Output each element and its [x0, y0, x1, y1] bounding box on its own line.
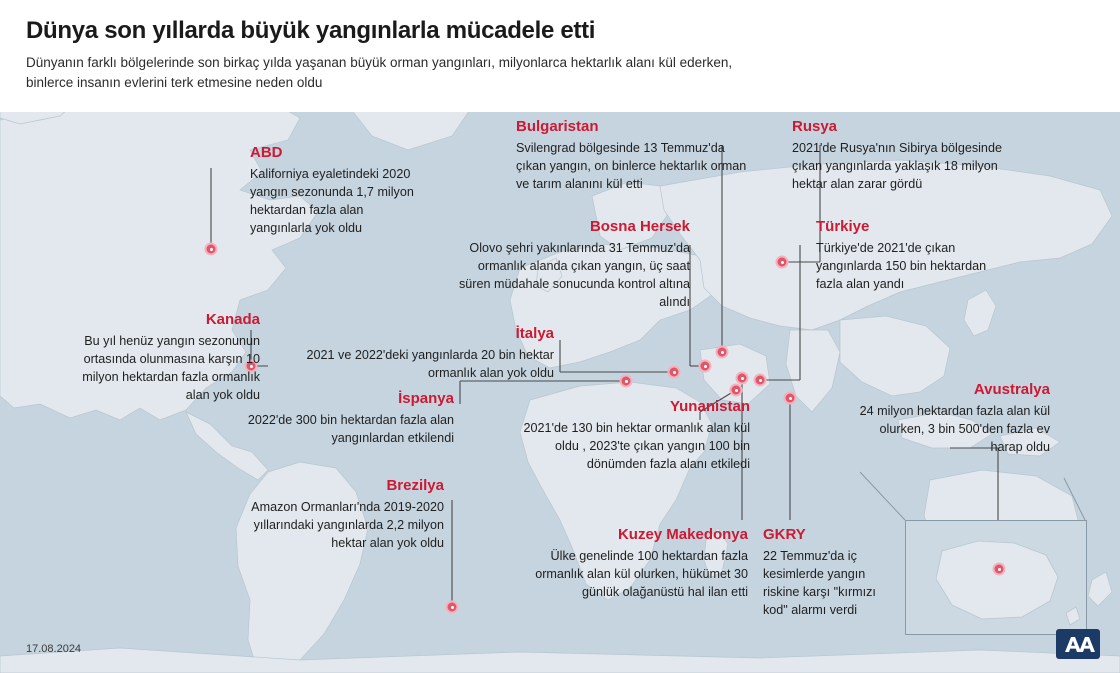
marker-avustralya[interactable]	[993, 563, 1006, 576]
annotation-title-brezilya: Brezilya	[386, 477, 444, 494]
header	[0, 0, 1120, 93]
annotation-yunanistan	[512, 398, 750, 474]
marker-yunanistan[interactable]	[730, 384, 743, 397]
australia-inset-svg	[906, 521, 1086, 634]
annotation-body-rusya: 2021'de Rusya'nın Sibirya bölgesinde çıkan yangınlarda yaklaşık 18 milyon hektar alan zarar gördü	[792, 141, 1002, 191]
annotation-body-abd: Kaliforniya eyaletindeki 2020 yangın sezonunda 1,7 milyon hektardan fazla alan yangınlarla yok oldu	[250, 167, 414, 235]
marker-italya[interactable]	[668, 366, 681, 379]
annotation-title-yunanistan: Yunanistan	[669, 398, 750, 415]
annotation-body-italya: 2021 ve 2022'deki yangınlarda 20 bin hektar ormanlık alan yok oldu	[306, 348, 554, 381]
page-title: Dünya son yıllarda büyük yangınlarla mücadele etti	[26, 17, 596, 44]
annotation-brezilya	[222, 477, 444, 553]
annotation-turkiye	[816, 218, 1012, 294]
marker-gkry[interactable]	[784, 392, 797, 405]
marker-bosna-hersek[interactable]	[699, 360, 712, 373]
annotation-bosna-hersek	[458, 218, 690, 312]
annotation-title-kuzey-makedonya: Kuzey Makedonya	[617, 526, 748, 543]
annotation-body-gkry: 22 Temmuz'da iç kesimlerde yangın riskine karşı "kırmızı kod" alarmı verdi	[763, 549, 876, 617]
annotation-title-abd: ABD	[250, 144, 283, 161]
annotation-title-bulgaristan: Bulgaristan	[516, 118, 599, 135]
annotation-ispanya	[240, 390, 454, 448]
annotation-body-yunanistan: 2021'de 130 bin hektar ormanlık alan kül oldu , 2023'te çıkan yangın 100 bin dönümden fazla alanı etkiledi	[523, 421, 750, 471]
annotation-kuzey-makedonya	[500, 526, 748, 602]
annotation-title-kanada: Kanada	[205, 311, 260, 328]
annotation-title-ispanya: İspanya	[398, 390, 454, 407]
annotation-title-rusya: Rusya	[792, 118, 838, 135]
australia-inset-map	[905, 520, 1087, 635]
marker-kuzey-makedonya[interactable]	[736, 372, 749, 385]
annotation-title-gkry: GKRY	[763, 526, 806, 543]
annotation-title-avustralya: Avustralya	[973, 381, 1050, 398]
annotation-rusya	[792, 118, 1018, 194]
annotation-body-turkiye: Türkiye'de 2021'de çıkan yangınlarda 150 bin hektardan fazla alan yandı	[816, 241, 987, 291]
annotation-bulgaristan	[516, 118, 754, 194]
annotation-body-bosna-hersek: Olovo şehri yakınlarında 31 Temmuz'da ormanlık alanda çıkan yangın, üç saat süren müdahale sonucunda kontrol altına alındı	[458, 241, 690, 309]
page-subtitle: Dünyanın farklı bölgelerinde son birkaç yılda yaşanan büyük orman yangınları, milyonlarca hektarlık alanı kül ederken, binlerce insanın evlerini terk etmesine neden oldu	[26, 55, 733, 90]
annotation-title-italya: İtalya	[515, 325, 554, 342]
annotation-body-kuzey-makedonya: Ülke genelinde 100 hektardan fazla ormanlık alan kül olurken, hükümet 30 günlük olağanüstü hal ilan etti	[535, 549, 748, 599]
annotation-body-avustralya: 24 milyon hektardan fazla alan kül olurken, 3 bin 500'den fazla ev harap oldu	[859, 404, 1050, 454]
marker-bulgaristan[interactable]	[716, 346, 729, 359]
annotation-body-ispanya: 2022'de 300 bin hektardan fazla alan yangınlardan etkilendi	[247, 413, 454, 446]
marker-turkiye[interactable]	[754, 374, 767, 387]
aa-logo-icon	[1056, 629, 1100, 659]
annotation-title-bosna-hersek: Bosna Hersek	[589, 218, 690, 235]
annotation-title-turkiye: Türkiye	[816, 218, 870, 235]
marker-rusya[interactable]	[776, 256, 789, 269]
annotation-kanada	[80, 311, 260, 405]
annotation-abd	[250, 144, 425, 238]
annotation-body-brezilya: Amazon Ormanları'nda 2019-2020 yıllarındaki yangınlarda 2,2 milyon hektar alan yok oldu	[251, 500, 444, 550]
annotation-avustralya	[856, 381, 1050, 457]
annotation-body-kanada: Bu yıl henüz yangın sezonunun ortasında olunmasına karşın 10 milyon hektardan fazla ormanlık alan yok oldu	[82, 334, 260, 402]
marker-ispanya[interactable]	[620, 375, 633, 388]
annotation-body-bulgaristan: Svilengrad bölgesinde 13 Temmuz'da çıkan yangın, on binlerce hektarlık orman ve tarım alanını kül etti	[516, 141, 747, 191]
date-label: 17.08.2024	[26, 643, 82, 655]
annotation-gkry	[763, 526, 879, 620]
marker-brezilya[interactable]	[446, 601, 459, 614]
marker-abd[interactable]	[205, 243, 218, 256]
annotation-italya	[300, 325, 554, 383]
